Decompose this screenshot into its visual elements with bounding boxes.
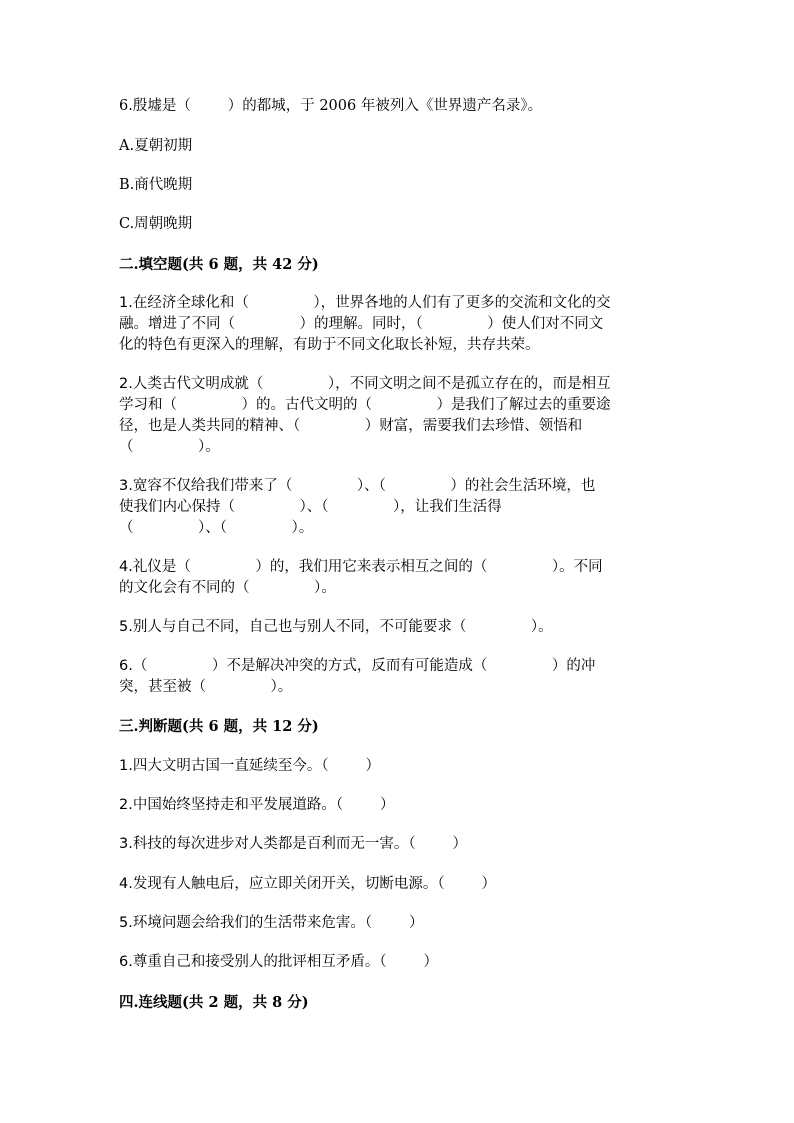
q6-stem: 6.殷墟是（ ）的都城，于 2006 年被列入《世界遗产名录》。 [119,98,543,114]
fill-q2-line3: 径，也是人类共同的精神、（ ）财富，需要我们去珍惜、领悟和 [119,418,583,434]
judge-q5: 5.环境问题会给我们的生活带来危害。（ ） [119,915,424,931]
fill-q6-line2: 突，甚至被（ ）。 [119,679,293,695]
fill-q2-line4: （ ）。 [119,439,220,455]
section3-heading: 三.判断题(共 6 题，共 12 分) [119,718,319,735]
fill-q4-line2: 的文化会有不同的（ ）。 [119,580,336,596]
fill-q4-line1: 4.礼仪是（ ）的，我们用它来表示相互之间的（ ）。不同 [119,559,603,575]
fill-q1-line3: 化的特色有更深入的理解，有助于不同文化取长补短，共存共荣。 [119,337,540,353]
section4-heading: 四.连线题(共 2 题，共 8 分) [119,994,309,1011]
fill-q2-line2: 学习和（ ）的。古代文明的（ ）是我们了解过去的重要途 [119,397,611,413]
fill-q3-line3: （ ）、（ ）。 [119,520,314,536]
judge-q3: 3.科技的每次进步对人类都是百利而无一害。（ ） [119,836,467,852]
judge-q1: 1.四大文明古国一直延续至今。（ ） [119,758,380,774]
fill-q3-line2: 使我们内心保持（ ）、（ ），让我们生活得 [119,499,502,515]
fill-q5-line1: 5.别人与自己不同，自己也与别人不同，不可能要求（ ）。 [119,619,553,635]
fill-q1-line2: 融。增进了不同（ ）的理解。同时，（ ）使人们对不同文 [119,316,604,332]
q6-option-a: A.夏朝初期 [119,138,193,154]
fill-q6-line1: 6.（ ）不是解决冲突的方式，反而有可能造成（ ）的冲 [119,658,596,674]
judge-q4: 4.发现有人触电后，应立即关闭开关，切断电源。（ ） [119,876,496,892]
fill-q3-line1: 3.宽容不仅给我们带来了（ ）、（ ）的社会生活环境，也 [119,478,596,494]
fill-q1-line1: 1.在经济全球化和（ ），世界各地的人们有了更多的交流和文化的交 [119,295,611,311]
q6-option-b: B.商代晚期 [119,177,193,193]
fill-q2-line1: 2.人类古代文明成就（ ），不同文明之间不是孤立存在的，而是相互 [119,376,611,392]
section2-heading: 二.填空题(共 6 题，共 42 分) [119,256,319,273]
judge-q6: 6.尊重自己和接受别人的批评相互矛盾。（ ） [119,954,438,970]
judge-q2: 2.中国始终坚持走和平发展道路。（ ） [119,797,395,813]
q6-option-c: C.周朝晚期 [119,216,193,232]
